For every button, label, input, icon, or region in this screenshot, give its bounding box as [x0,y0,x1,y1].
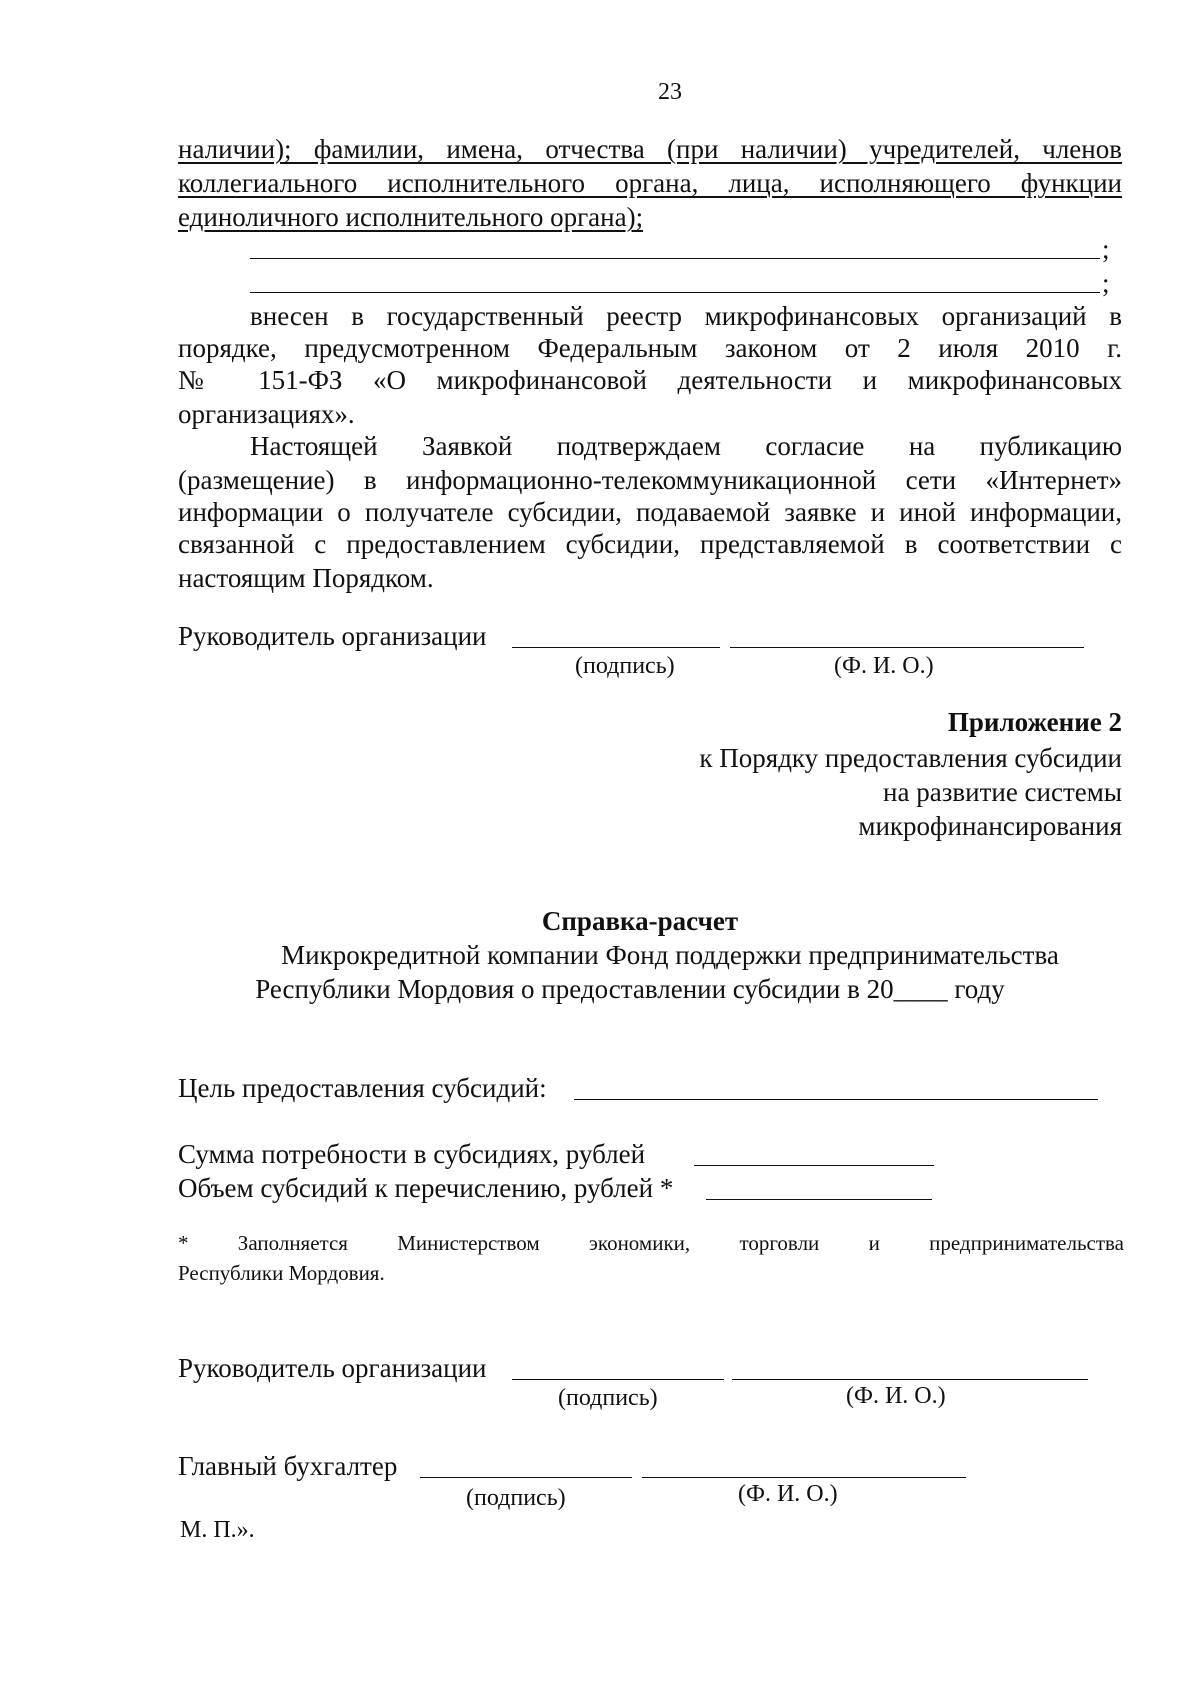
blank-line-2[interactable] [250,292,1100,293]
signature-1-sign-caption: (подпись) [575,653,675,679]
certificate-line-2: Республики Мордовия о предоставлении субсидии в 20____ году [255,974,1005,1004]
signature-2-sign-caption: (подпись) [558,1385,658,1411]
signature-3-name-caption: (Ф. И. О.) [738,1481,838,1507]
signature-3-name-line[interactable] [642,1477,966,1478]
consent-line-3: информации о получателе субсидии, подаваемой заявке и иной информации, [178,497,1122,527]
registry-line-1: внесен в государственный реестр микрофинансовых организаций в [250,301,1122,331]
signature-1-name-line[interactable] [730,647,1084,648]
certificate-line-1: Микрокредитной компании Фонд поддержки предпринимательства [281,940,1059,970]
consent-line-1: Настоящей Заявкой подтверждаем согласие на публикацию [250,431,1122,461]
volume-label: Объем субсидий к перечислению, рублей * [178,1173,674,1203]
signature-2-name-caption: (Ф. И. О.) [846,1383,946,1409]
blank-line-1[interactable] [250,258,1100,259]
need-input-line[interactable] [694,1165,934,1166]
blank-line-2-suffix: ; [1102,268,1110,298]
signature-2-name-line[interactable] [732,1379,1088,1380]
certificate-title: Справка-расчет [541,906,739,936]
footnote-line-1: * Заполняется Министерством экономики, торговли и предпринимательства [178,1231,1124,1255]
stamp-place: М. П.». [180,1517,255,1543]
top-line-1: наличии); фамилии, имена, отчества (при наличии) учредителей, членов [178,134,1122,164]
consent-line-2: (размещение) в информационно-телекоммуникационной сети «Интернет» [178,465,1122,495]
page-number: 23 [658,79,682,105]
registry-line-3: № 151-ФЗ «О микрофинансовой деятельности и микрофинансовых [178,365,1122,395]
signature-3-label: Главный бухгалтер [178,1451,398,1481]
top-line-2: коллегиального исполнительного органа, лица, исполняющего функции [178,168,1122,198]
registry-line-2: порядке, предусмотренном Федеральным законом от 2 июля 2010 г. [178,333,1122,363]
signature-2-sign-line[interactable] [512,1379,724,1380]
signature-2-label: Руководитель организации [178,1353,487,1383]
signature-3-sign-caption: (подпись) [466,1485,566,1511]
footnote-line-2: Республики Мордовия. [178,1261,385,1285]
volume-input-line[interactable] [706,1199,932,1200]
appendix-line-2: на развитие системы [883,777,1122,807]
signature-1-sign-line[interactable] [512,647,720,648]
blank-line-1-suffix: ; [1102,234,1110,264]
signature-1-label: Руководитель организации [178,621,487,651]
consent-line-5: настоящим Порядком. [178,563,434,593]
signature-3-sign-line[interactable] [420,1477,632,1478]
purpose-label: Цель предоставления субсидий: [178,1073,547,1103]
top-line-3: единоличного исполнительного органа); [178,202,644,232]
signature-1-name-caption: (Ф. И. О.) [834,653,934,679]
appendix-line-3: микрофинансирования [858,811,1122,841]
purpose-input-line[interactable] [574,1099,1098,1100]
registry-line-4: организациях». [178,399,355,429]
appendix-title: Приложение 2 [947,707,1122,737]
need-label: Сумма потребности в субсидиях, рублей [178,1139,646,1169]
appendix-line-1: к Порядку предоставления субсидии [699,743,1122,773]
consent-line-4: связанной с предоставлением субсидии, представляемой в соответствии с [178,529,1122,559]
